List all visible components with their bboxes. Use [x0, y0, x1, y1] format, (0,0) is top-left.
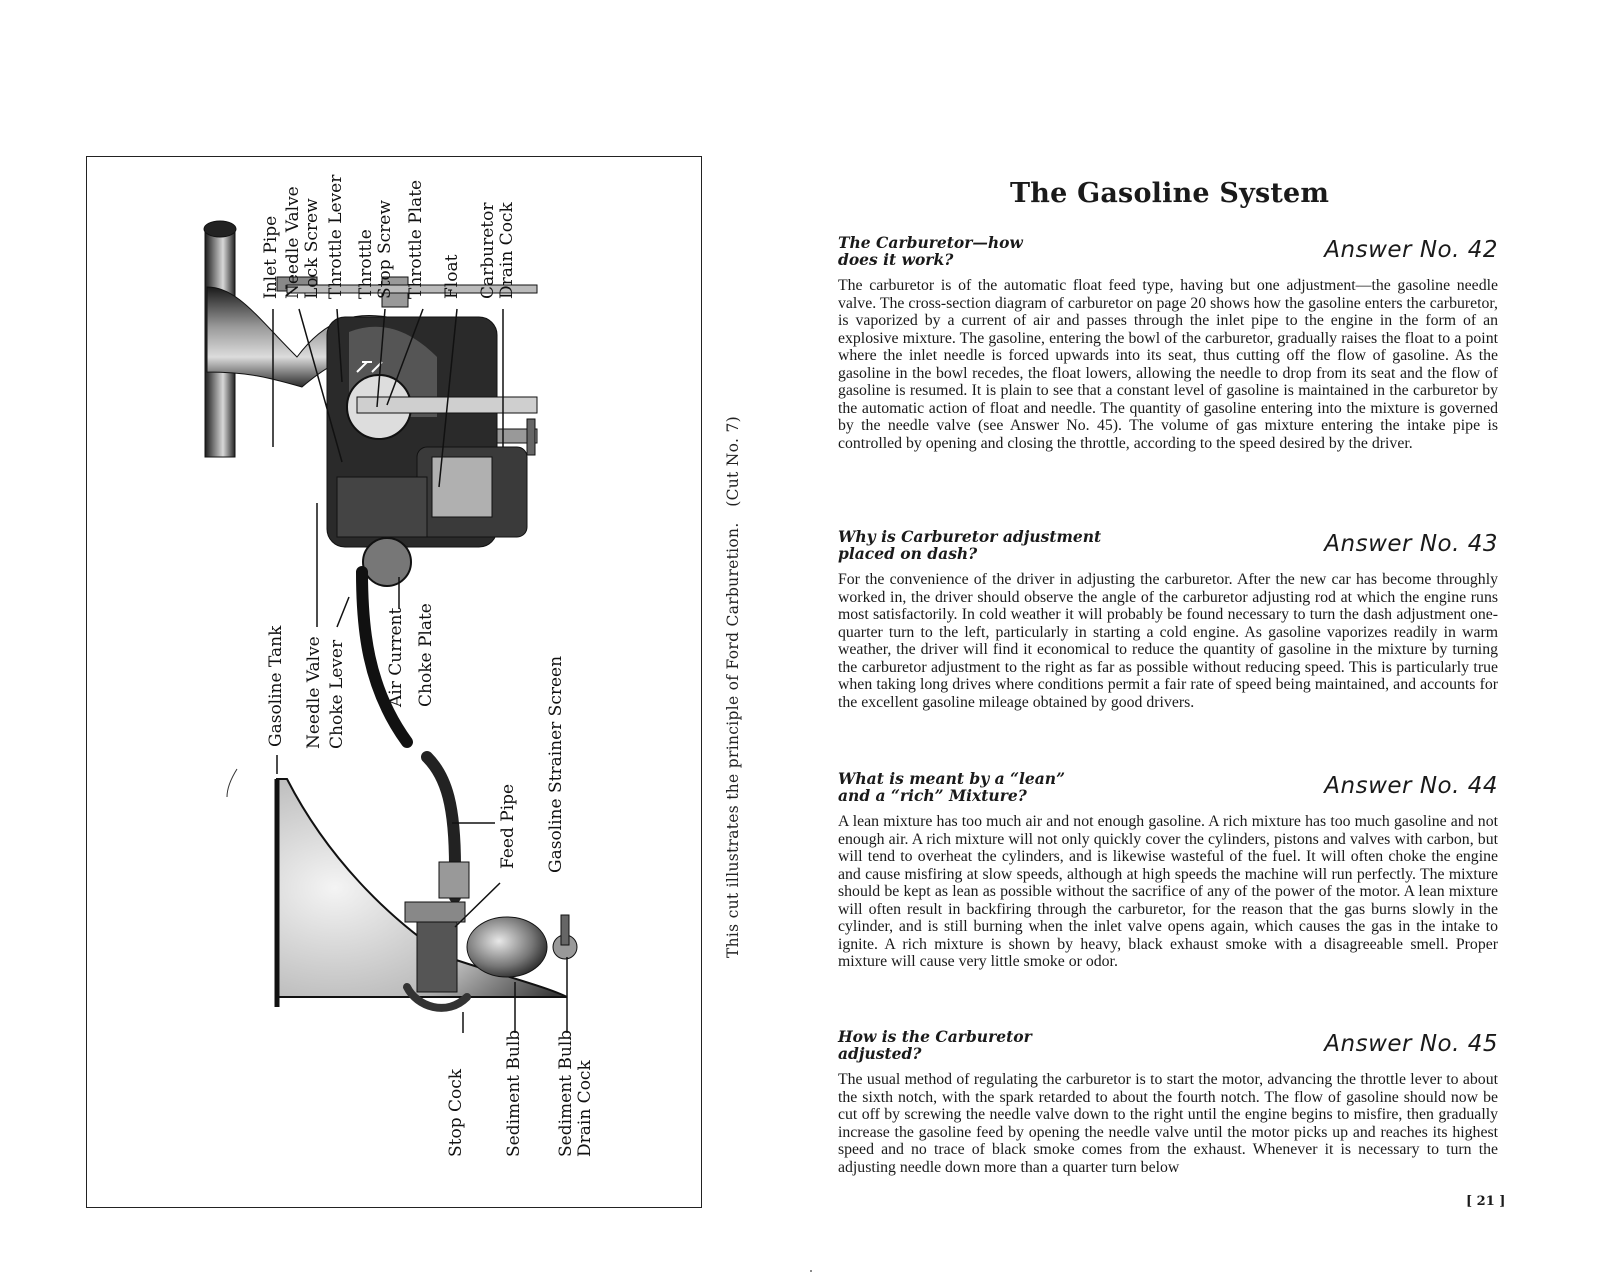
label-throttle-lever: Throttle Lever [326, 174, 346, 299]
figure-caption: This cut illustrates the principle of Ford Carburetion. (Cut No. 7) [724, 416, 742, 958]
feed-pipe-fitting-shape [439, 862, 469, 898]
label-inlet-pipe: Inlet Pipe [261, 215, 281, 299]
label-choke-lever: Choke Lever [327, 639, 347, 749]
page-number: [ 21 ] [1466, 1194, 1506, 1209]
answer-label: Answer No. 42 [1324, 237, 1498, 263]
answer-body: The carburetor is of the automatic float feed type, having but one adjustment—the gasoline needle valve. The cross-section diagram of carburetor on page 20 shows how the gasoline enters the carburetor, is vaporized by a current of air and passes through the inlet pipe to the engine in the form of an explosive mixture. The gasoline, entering the bowl of the carburetor, gradually raises the float to a point where the inlet needle is forced upwards into its seat, thus cutting off the flow of gasoline. As the gasoline in the bowl recedes, the float lowers, allowing the needle to drop from its seat and the flow of gasoline is resumed. It is plain to see that a constant level of gasoline is maintained in the carburetor by the automatic action of float and needle. The quantity of gasoline entering into the mixture is governed by the needle valve (see Answer No. 45). The volume of gas mixture entering the intake pipe is controlled by opening and closing the throttle, according to the speed desired by the driver. [838, 277, 1498, 452]
label-throttle-plate: Throttle Plate [406, 179, 426, 299]
answer-label: Answer No. 45 [1324, 1031, 1498, 1057]
answer-body: A lean mixture has too much air and not enough gasoline. A rich mixture has too much gasoline and not enough air. A rich mixture will not only quickly cover the cylinders, pistons and valves with carbon, but will tend to overheat the cylinders, and is likewise wasteful of the fuel. It will often choke the engine and cause misfiring at slow speeds, although at high speeds the machine will run perfectly. The mixture should be kept as lean as possible without the sacrifice of any of the power of the motor. A lean mixture will often result in backfiring through the carburetor, for the reason that the gas burns slowly in the cylinder, and is still burning when the inlet valve opens again, which causes the gas in the intake to ignite. A rich mixture is shown by heavy, black exhaust smoke with a disagreeable smell. Proper mixture will cause very little smoke or odor. [838, 813, 1498, 970]
label-choke-plate: Choke Plate [416, 603, 436, 707]
scan-speck [810, 1270, 812, 1272]
label-float: Float [442, 254, 462, 299]
label-sediment-bulb: Sediment Bulb [504, 1029, 524, 1157]
label-needle-valve-lock-screw-line1: Needle Valve [283, 186, 303, 299]
question-heading: How is the Carburetor adjusted? [838, 1027, 1032, 1063]
qa-block-42 [838, 234, 1498, 452]
answer-label: Answer No. 43 [1324, 531, 1498, 557]
label-feed-pipe: Feed Pipe [498, 783, 518, 869]
label-sediment-bulb-drain-cock-line2: Drain Cock [575, 1060, 595, 1157]
answer-label: Answer No. 44 [1324, 773, 1498, 799]
page-title: The Gasoline System [1010, 178, 1330, 209]
label-gasoline-strainer-screen: Gasoline Strainer Screen [546, 655, 566, 873]
question-heading: Why is Carburetor adjustment placed on dash? [838, 527, 1102, 563]
label-sediment-bulb-drain-cock-line1: Sediment Bulb [556, 1029, 576, 1157]
question-heading: The Carburetor—how does it work? [838, 233, 1023, 269]
label-gasoline-tank: Gasoline Tank [266, 625, 286, 747]
label-throttle-stop-screw-line2: Stop Screw [375, 200, 395, 299]
label-carburetor-drain-cock-line1: Carburetor [478, 202, 498, 299]
label-needle-valve: Needle Valve [304, 636, 324, 749]
carburetor-body-shape [277, 277, 537, 586]
label-air-current: Air Current [386, 607, 406, 707]
answer-body: The usual method of regulating the carburetor is to start the motor, advancing the throttle lever to about the sixth notch, with the spark retarded to about the fourth notch. The flow of gasoline should now be cut off by screwing the needle valve down to the right until the engine begins to misfire, then gradually increase the gasoline feed by opening the needle valve until the motor picks up and reaches its highest speed and no trace of black smoke comes from the exhaust. Whenever it is necessary to turn the adjusting needle down more than a quarter turn below [838, 1071, 1498, 1176]
qa-block-44 [838, 770, 1498, 971]
label-carburetor-drain-cock-line2: Drain Cock [497, 202, 517, 299]
label-needle-valve-lock-screw-line2: Lock Screw [302, 198, 322, 299]
label-throttle-stop-screw-line1: Throttle [356, 229, 376, 299]
label-stop-cock: Stop Cock [446, 1068, 466, 1157]
carburetion-figure [86, 156, 702, 1208]
qa-block-43 [838, 528, 1498, 711]
question-heading: What is meant by a “lean” and a “rich” Mixture? [838, 769, 1065, 805]
answer-body: For the convenience of the driver in adjusting the carburetor. After the new car has become throughly worked in, the driver should observe the angle of the carburetor adjusting rod at which the engine runs most satisfactorily. In cold weather it will probably be found necessary to turn the dash adjustment one-quarter turn to the left, particularly in starting a cold engine. As gasoline vaporizes readily in warm weather, the driver will find it economical to reduce the quantity of gasoline in the mixture by turning the carburetor adjustment to the right as far as possible without reducing speed. This is particularly true when taking long drives where conditions permit a fair rate of speed being maintained, and accounts for the excellent gasoline mileage obtained by good drivers. [838, 571, 1498, 711]
qa-block-45 [838, 1028, 1498, 1176]
